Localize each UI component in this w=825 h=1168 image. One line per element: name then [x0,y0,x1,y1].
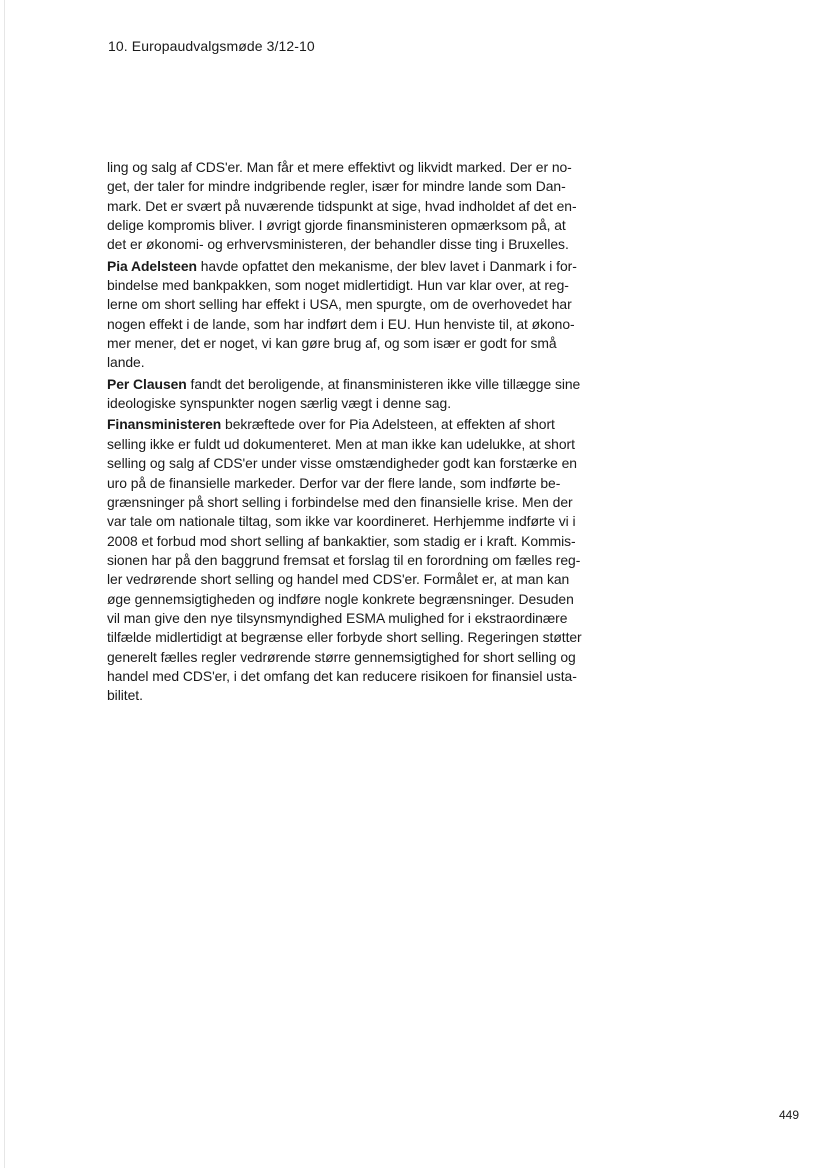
text-line: delige kompromis bliver. I øvrigt gjorde finansministeren opmærksom på, at [107,217,566,234]
text-line: 2008 et forbud mod short selling af bankaktier, som stadig er i kraft. Kommis- [107,532,576,549]
text-line: lerne om short selling har effekt i USA, men spurgte, om de overhovedet har [107,296,572,313]
speaker-name: Per Clausen [107,375,187,392]
running-header: 10. Europaudvalgsmøde 3/12-10 [108,38,315,54]
text-line: øge gennemsigtigheden og indføre nogle konkrete begrænsninger. Desuden [107,590,574,607]
text-line: generelt fælles regler vedrørende større gennemsigtighed for short selling og [107,648,576,665]
speaker-name: Finansministeren [107,416,222,433]
text-line: uro på de finansielle markeder. Derfor var der flere lande, som indførte be- [107,474,561,491]
text-fragment: havde opfattet den mekanisme, der blev lavet i Danmark i for- [196,257,577,274]
text-line: vil man give den nye tilsynsmyndighed ESMA mulighed for i ekstraordinære [107,609,568,626]
text-line: sionen har på den baggrund fremsat et forslag til en forordning om fælles reg- [107,551,581,568]
text-line [107,375,591,394]
text-line: grænsninger på short selling i forbindelse med den finansielle krise. Men der [107,493,573,510]
text-line: mer mener, det er noget, vi kan gøre brug af, og som især er godt for små [107,335,557,352]
text-line: det er økonomi- og erhvervsministeren, der behandler disse ting i Bruxelles. [107,236,569,253]
text-line: ling og salg af CDS'er. Man får et mere effektivt og likvidt marked. Der er no- [107,159,572,175]
text-line: mark. Det er svært på nuværende tidspunkt at sige, hvad indholdet af det en- [107,197,577,214]
text-line: selling og salg af CDS'er under visse omstændigheder godt kan forstærke en [107,455,577,472]
text-line: get, der taler for mindre indgribende regler, især for mindre lande som Dan- [107,178,566,195]
text-line: bindelse med bankpakken, som noget midlertidigt. Hun var klar over, at reg- [107,277,569,294]
text-line: tilfælde midlertidigt at begrænse eller forbyde short selling. Regeringen støtter [107,629,582,646]
text-line: ideologiske synspunkter nogen særlig vægt i denne sag. [107,395,452,412]
text-line: lande. [107,354,145,371]
text-line [107,415,591,434]
text-line: nogen effekt i de lande, som har indført dem i EU. Hun henviste til, at økono- [107,315,575,332]
text-line: var tale om nationale tiltag, som ikke var koordineret. Herhjemme indførte vi i [107,513,576,530]
text-line [107,257,591,276]
text-line: selling ikke er fuldt ud dokumenteret. Men at man ikke kan udelukke, at short [107,435,575,452]
text-line: handel med CDS'er, i det omfang det kan reducere risikoen for finansiel usta- [107,667,577,684]
paragraph-finansministeren [107,415,591,705]
text-line: ler vedrørende short selling og handel med CDS'er. Formålet er, at man kan [107,571,570,588]
minutes-body [107,158,591,706]
paragraph-per-clausen [107,375,591,414]
text-fragment: fandt det beroligende, at finansministeren ikke ville tillægge sine [186,375,581,392]
text-fragment: bekræftede over for Pia Adelsteen, at effekten af short [221,416,555,433]
text-line: bilitet. [107,687,143,704]
paragraph-continuation [107,158,591,255]
paragraph-pia-adelsteen [107,257,591,373]
speaker-name: Pia Adelsteen [107,257,197,274]
page-number: 449 [779,1108,800,1122]
scan-edge-line [4,0,5,1168]
